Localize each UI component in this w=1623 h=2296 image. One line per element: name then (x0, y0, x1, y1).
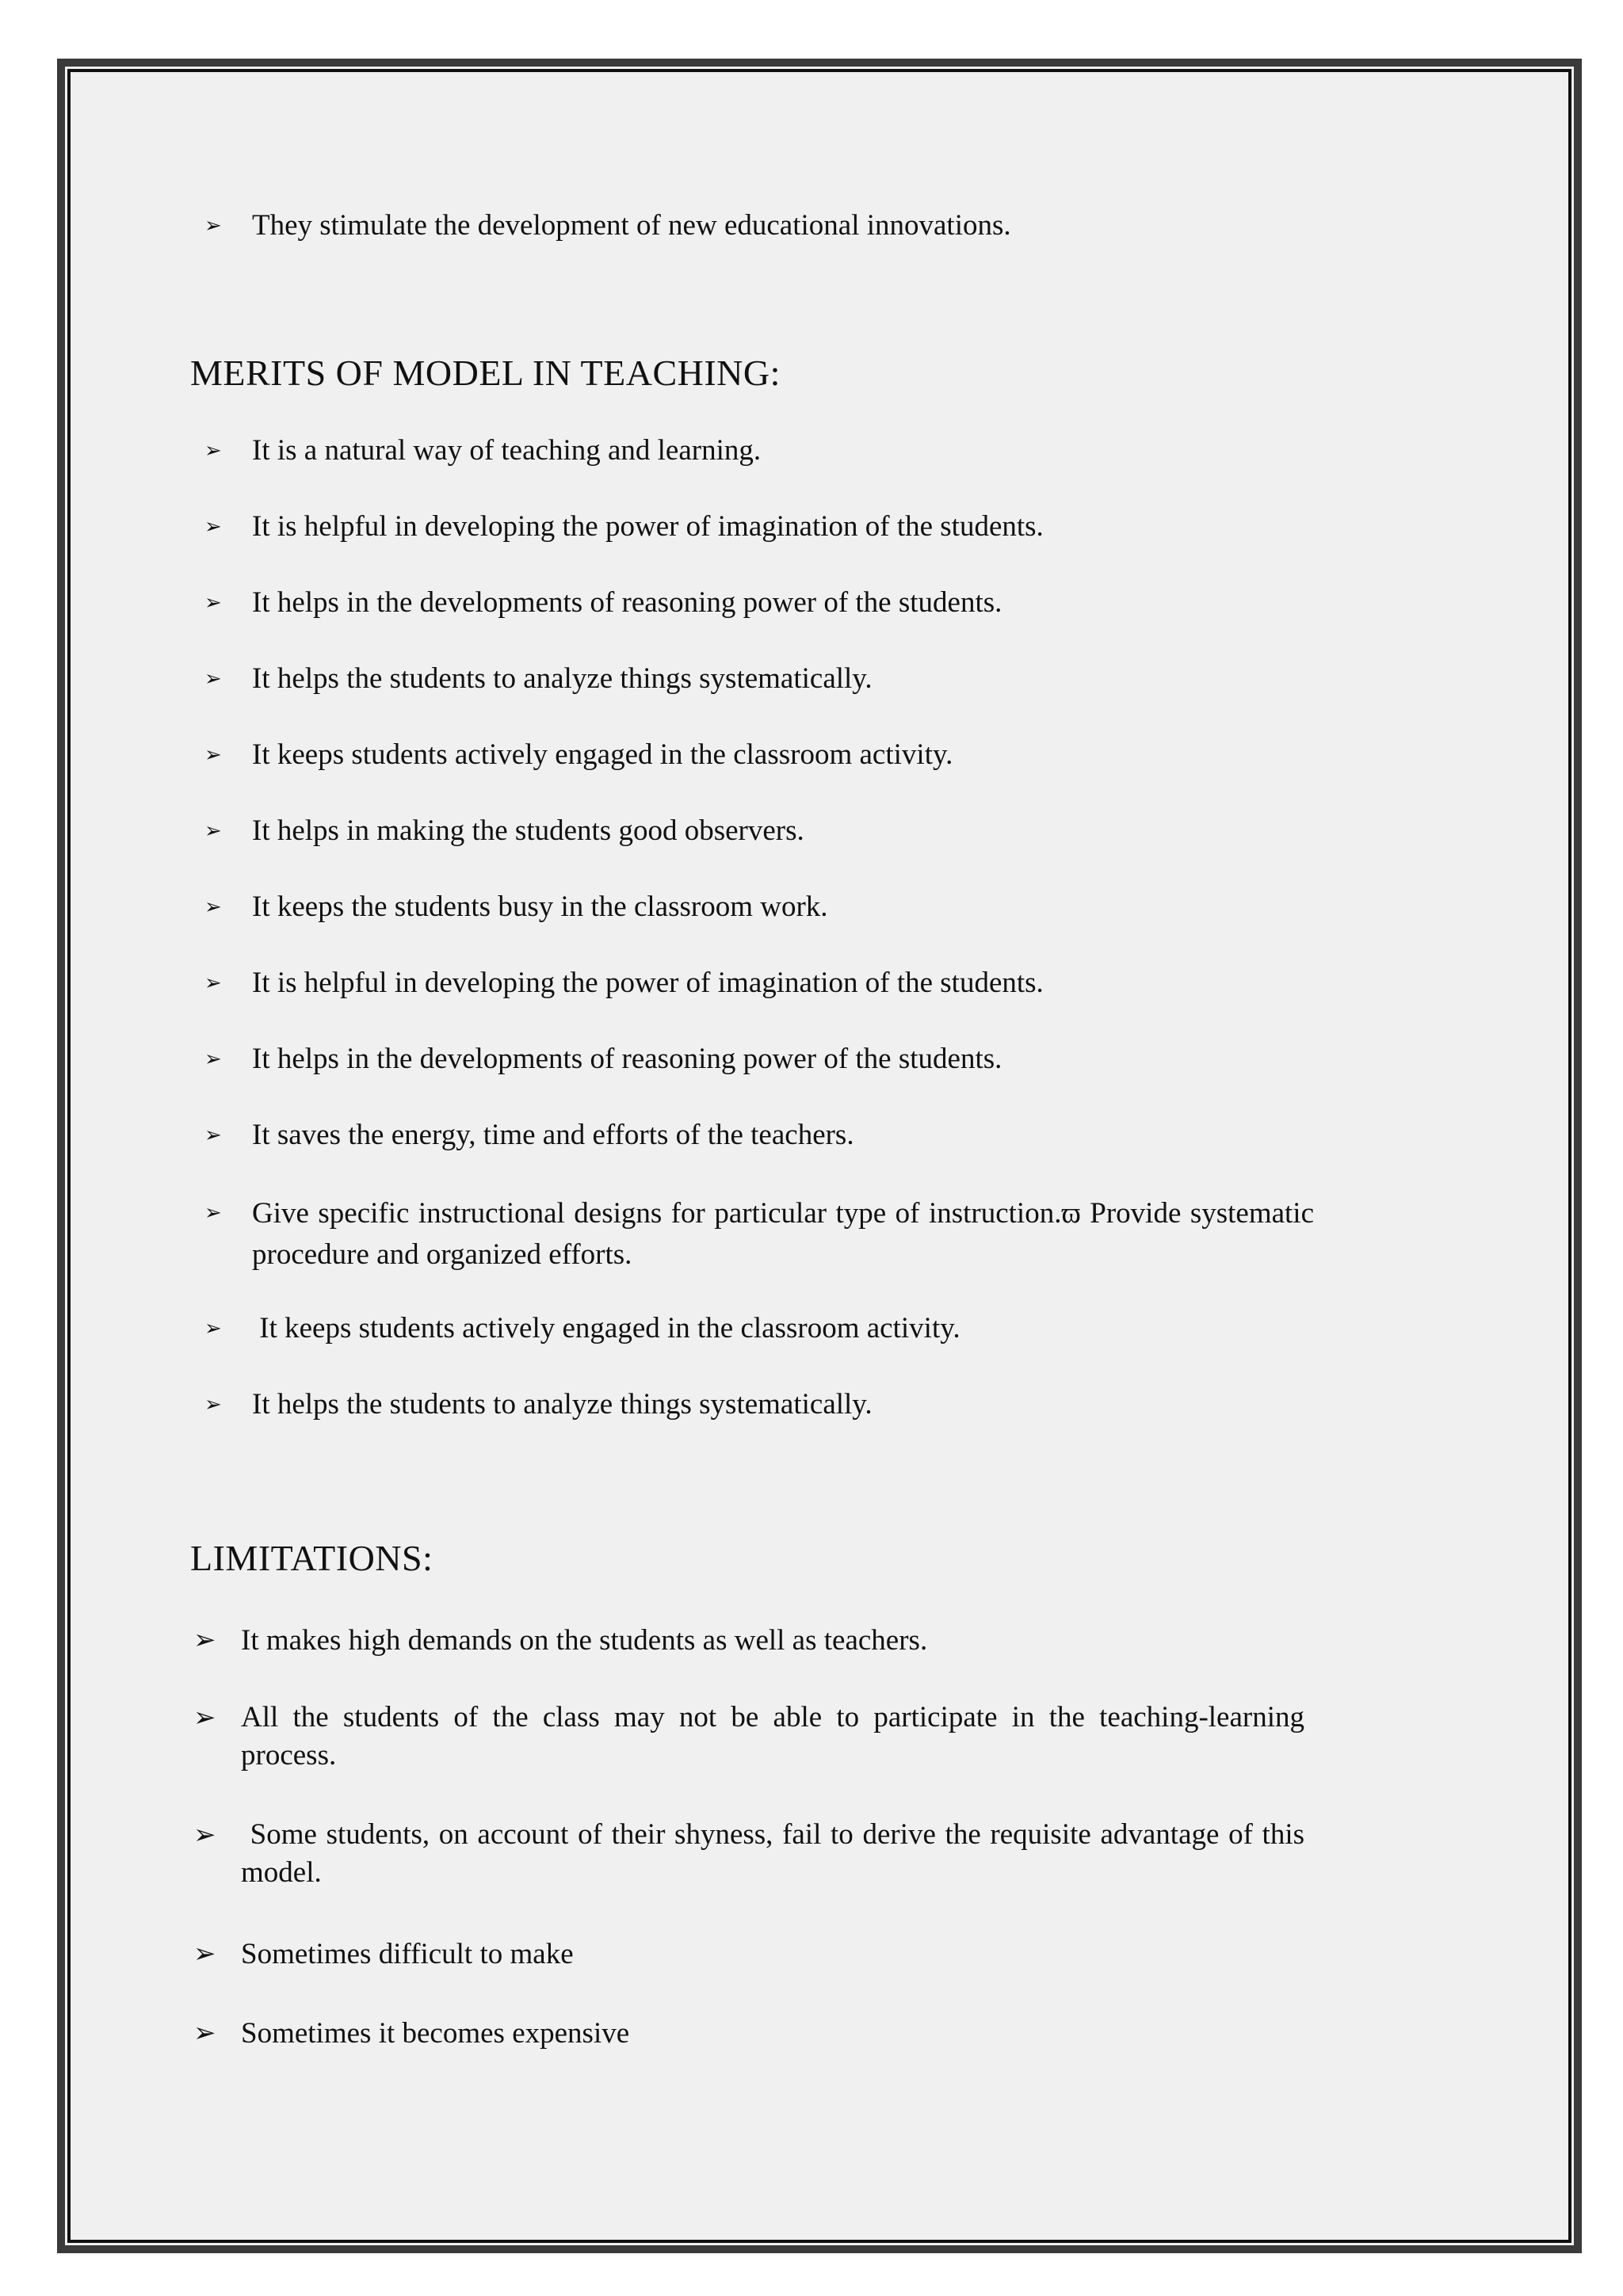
merit-list-item (204, 963, 1393, 1002)
limitation-list-item (193, 1816, 1393, 1892)
arrow-bullet-icon: ➢ (193, 1939, 216, 1969)
list-item-text: Some students, on account of their shyness, fail to derive the requisite advantage of this model. (241, 1818, 1312, 1889)
list-item-text: It helps the students to analyze things systematically. (252, 1388, 873, 1421)
arrow-bullet-icon: ➢ (204, 1393, 222, 1416)
merit-list-item (204, 735, 1393, 774)
arrow-bullet-icon: ➢ (193, 1821, 216, 1850)
merit-list-item (204, 431, 1393, 470)
page-frame-inner-border (67, 69, 1571, 2243)
arrow-bullet-icon: ➢ (204, 1317, 222, 1340)
merit-list-item (204, 1385, 1393, 1424)
arrow-bullet-icon: ➢ (204, 1123, 222, 1146)
intro-list-item (204, 206, 1393, 245)
limitation-list-item (193, 1621, 1393, 1660)
merits-heading: MERITS OF MODEL IN TEACHING: (190, 353, 781, 393)
limitation-list-item (193, 1935, 1393, 1974)
list-item-text: It keeps the students busy in the classroom work. (252, 891, 828, 923)
merit-list-item (204, 1039, 1393, 1078)
arrow-bullet-icon: ➢ (204, 214, 222, 237)
list-item-text: It is helpful in developing the power of imagination of the students. (252, 510, 1044, 543)
list-item-text: They stimulate the development of new educational innovations. (252, 209, 1011, 242)
limitations-heading: LIMITATIONS: (190, 1538, 433, 1578)
limitation-list-item (193, 2014, 1393, 2053)
merit-list-item (204, 1116, 1393, 1154)
arrow-bullet-icon: ➢ (193, 1626, 216, 1655)
arrow-bullet-icon: ➢ (204, 895, 222, 918)
merit-list-item (204, 1193, 1393, 1276)
list-item-text: It keeps students actively engaged in the classroom activity. (252, 1312, 960, 1344)
arrow-bullet-icon: ➢ (204, 1201, 222, 1224)
list-item-text: It helps the students to analyze things systematically. (252, 662, 873, 695)
arrow-bullet-icon: ➢ (204, 667, 222, 690)
list-item-text: It makes high demands on the students as well as teachers. (241, 1624, 928, 1657)
arrow-bullet-icon: ➢ (193, 1703, 216, 1733)
arrow-bullet-icon: ➢ (204, 1047, 222, 1070)
merit-list-item (204, 887, 1393, 926)
arrow-bullet-icon: ➢ (204, 743, 222, 766)
list-item-text: Sometimes it becomes expensive (241, 2017, 630, 2050)
arrow-bullet-icon: ➢ (193, 2019, 216, 2048)
list-item-text: It is a natural way of teaching and learning. (252, 434, 762, 467)
merit-list-item (204, 507, 1393, 546)
list-item-text: Sometimes difficult to make (241, 1938, 574, 1970)
list-item-text: It saves the energy, time and efforts of the teachers. (252, 1119, 854, 1151)
list-item-text: All the students of the class may not be able to participate in the teaching-learning process. (241, 1701, 1304, 1772)
merit-list-item (204, 1309, 1393, 1348)
list-item-text: It helps in the developments of reasoning power of the students. (252, 1043, 1002, 1075)
arrow-bullet-icon: ➢ (204, 819, 222, 842)
arrow-bullet-icon: ➢ (204, 971, 222, 994)
arrow-bullet-icon: ➢ (204, 439, 222, 462)
list-item-text: It keeps students actively engaged in the classroom activity. (252, 738, 953, 771)
merit-list-item (204, 659, 1393, 698)
list-item-text: It helps in the developments of reasoning power of the students. (252, 586, 1002, 619)
list-item-text: It is helpful in developing the power of imagination of the students. (252, 967, 1044, 999)
limitation-list-item (193, 1699, 1393, 1775)
arrow-bullet-icon: ➢ (204, 591, 222, 614)
list-item-text: It helps in making the students good observers. (252, 814, 804, 847)
arrow-bullet-icon: ➢ (204, 515, 222, 538)
merit-list-item (204, 811, 1393, 850)
list-item-text: Give specific instructional designs for particular type of instruction.ϖ Provide systematic procedure and organized efforts. (252, 1197, 1314, 1271)
merit-list-item (204, 583, 1393, 622)
